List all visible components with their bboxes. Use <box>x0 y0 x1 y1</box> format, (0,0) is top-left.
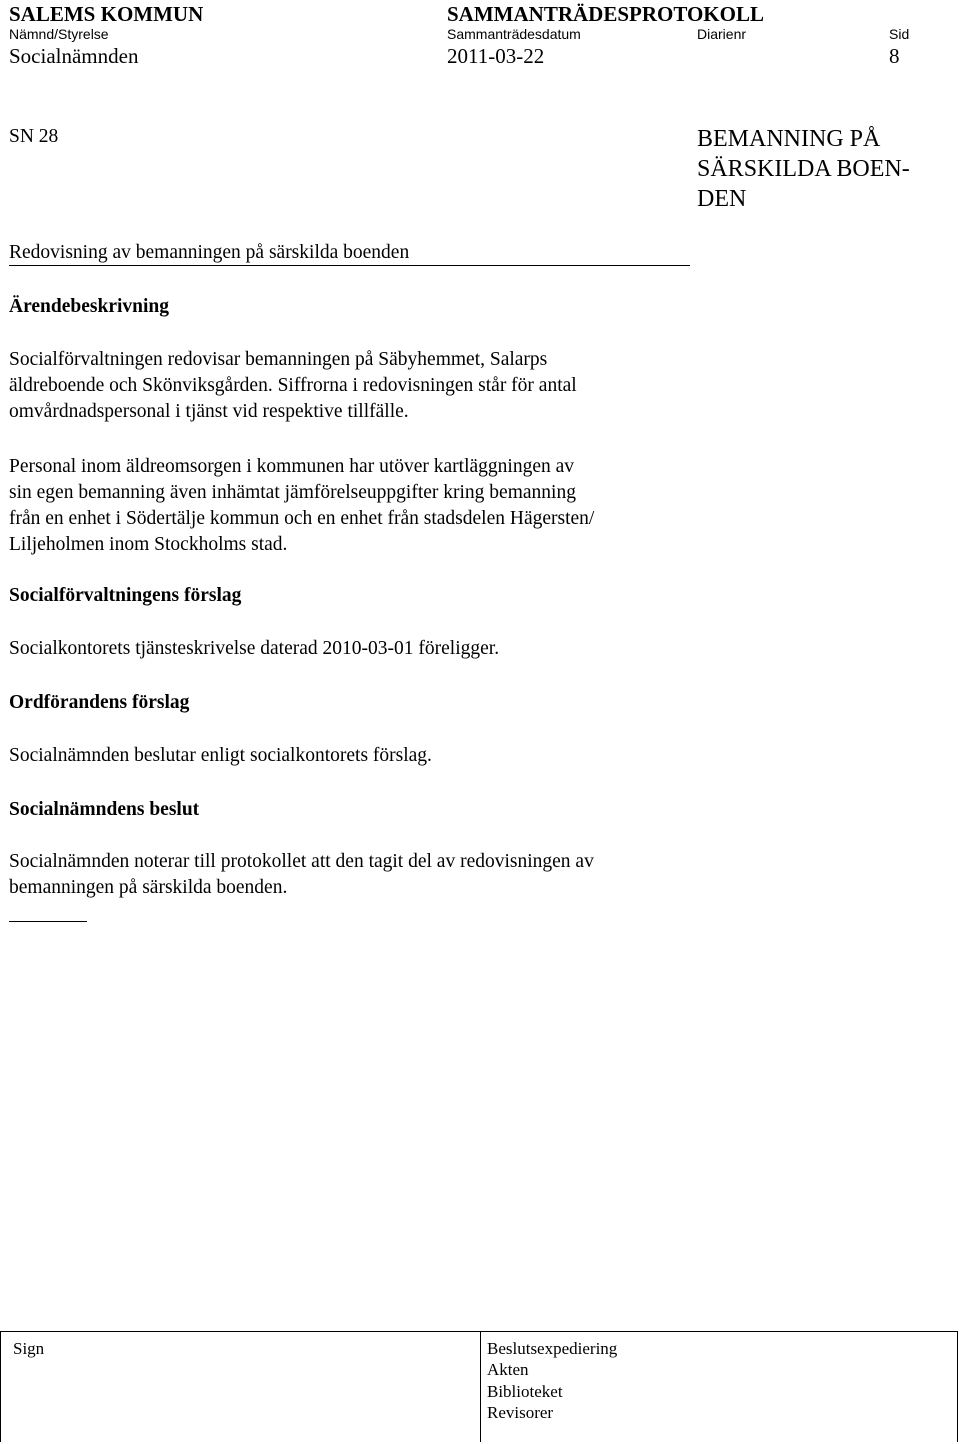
footer-divider <box>480 1331 481 1442</box>
description-heading: Ärendebeskrivning <box>9 296 169 317</box>
description-line: Liljeholmen inom Stockholms stad. <box>9 534 288 555</box>
case-title-line: BEMANNING PÅ <box>697 126 881 152</box>
decision-heading: Socialnämndens beslut <box>9 799 200 820</box>
dispatch-item: Revisorer <box>487 1403 554 1422</box>
case-number: SN 28 <box>9 126 59 147</box>
chair-proposal-text: Socialnämnden beslutar enligt socialkontorets förslag. <box>9 745 432 766</box>
decision-line: bemanningen på särskilda boenden. <box>9 877 288 898</box>
case-title <box>697 124 937 214</box>
date-label: Sammanträdesdatum <box>447 26 581 42</box>
decision-line: Socialnämnden noterar till protokollet att den tagit del av redovisningen av <box>9 851 594 872</box>
page-number: 8 <box>889 44 900 68</box>
case-title-line: SÄRSKILDA BOEN- <box>697 156 910 182</box>
case-subject: Redovisning av bemanningen på särskilda boenden <box>9 242 410 263</box>
description-line: omvårdnadspersonal i tjänst vid respektive tillfälle. <box>9 401 409 422</box>
description-line: sin egen bemanning även inhämtat jämförelseuppgifter kring bemanning <box>9 482 576 503</box>
page-label: Sid <box>889 26 910 42</box>
date-value: 2011-03-22 <box>447 44 545 68</box>
diarienr-label: Diarienr <box>697 26 747 42</box>
footer-right-border <box>957 1331 958 1442</box>
end-rule <box>9 921 87 922</box>
description-line: från en enhet i Södertälje kommun och en enhet från stadsdelen Hägersten/ <box>9 508 595 529</box>
footer-left-border <box>0 1331 1 1442</box>
dispatch-heading: Beslutsexpediering <box>487 1339 618 1358</box>
chair-proposal-heading: Ordförandens förslag <box>9 692 190 713</box>
description-line: Personal inom äldreomsorgen i kommunen har utöver kartläggningen av <box>9 456 575 477</box>
sign-label: Sign <box>13 1339 45 1358</box>
description-line: Socialförvaltningen redovisar bemanningen på Säbyhemmet, Salarps <box>9 349 548 370</box>
board-label: Nämnd/Styrelse <box>9 26 109 42</box>
footer-top-border <box>0 1331 958 1332</box>
dispatch-item: Akten <box>487 1360 529 1379</box>
dispatch-item: Biblioteket <box>487 1382 563 1401</box>
municipality-name: SALEMS KOMMUN <box>9 2 204 26</box>
board-value: Socialnämnden <box>9 44 139 68</box>
admin-proposal-heading: Socialförvaltningens förslag <box>9 585 242 606</box>
admin-proposal-text: Socialkontorets tjänsteskrivelse daterad 2010-03-01 föreligger. <box>9 638 500 659</box>
case-title-line: DEN <box>697 186 747 212</box>
document-type: SAMMANTRÄDESPROTOKOLL <box>447 2 764 26</box>
description-line: äldreboende och Skönviksgården. Siffrorna i redovisningen står för antal <box>9 375 577 396</box>
subject-underline <box>9 265 690 266</box>
